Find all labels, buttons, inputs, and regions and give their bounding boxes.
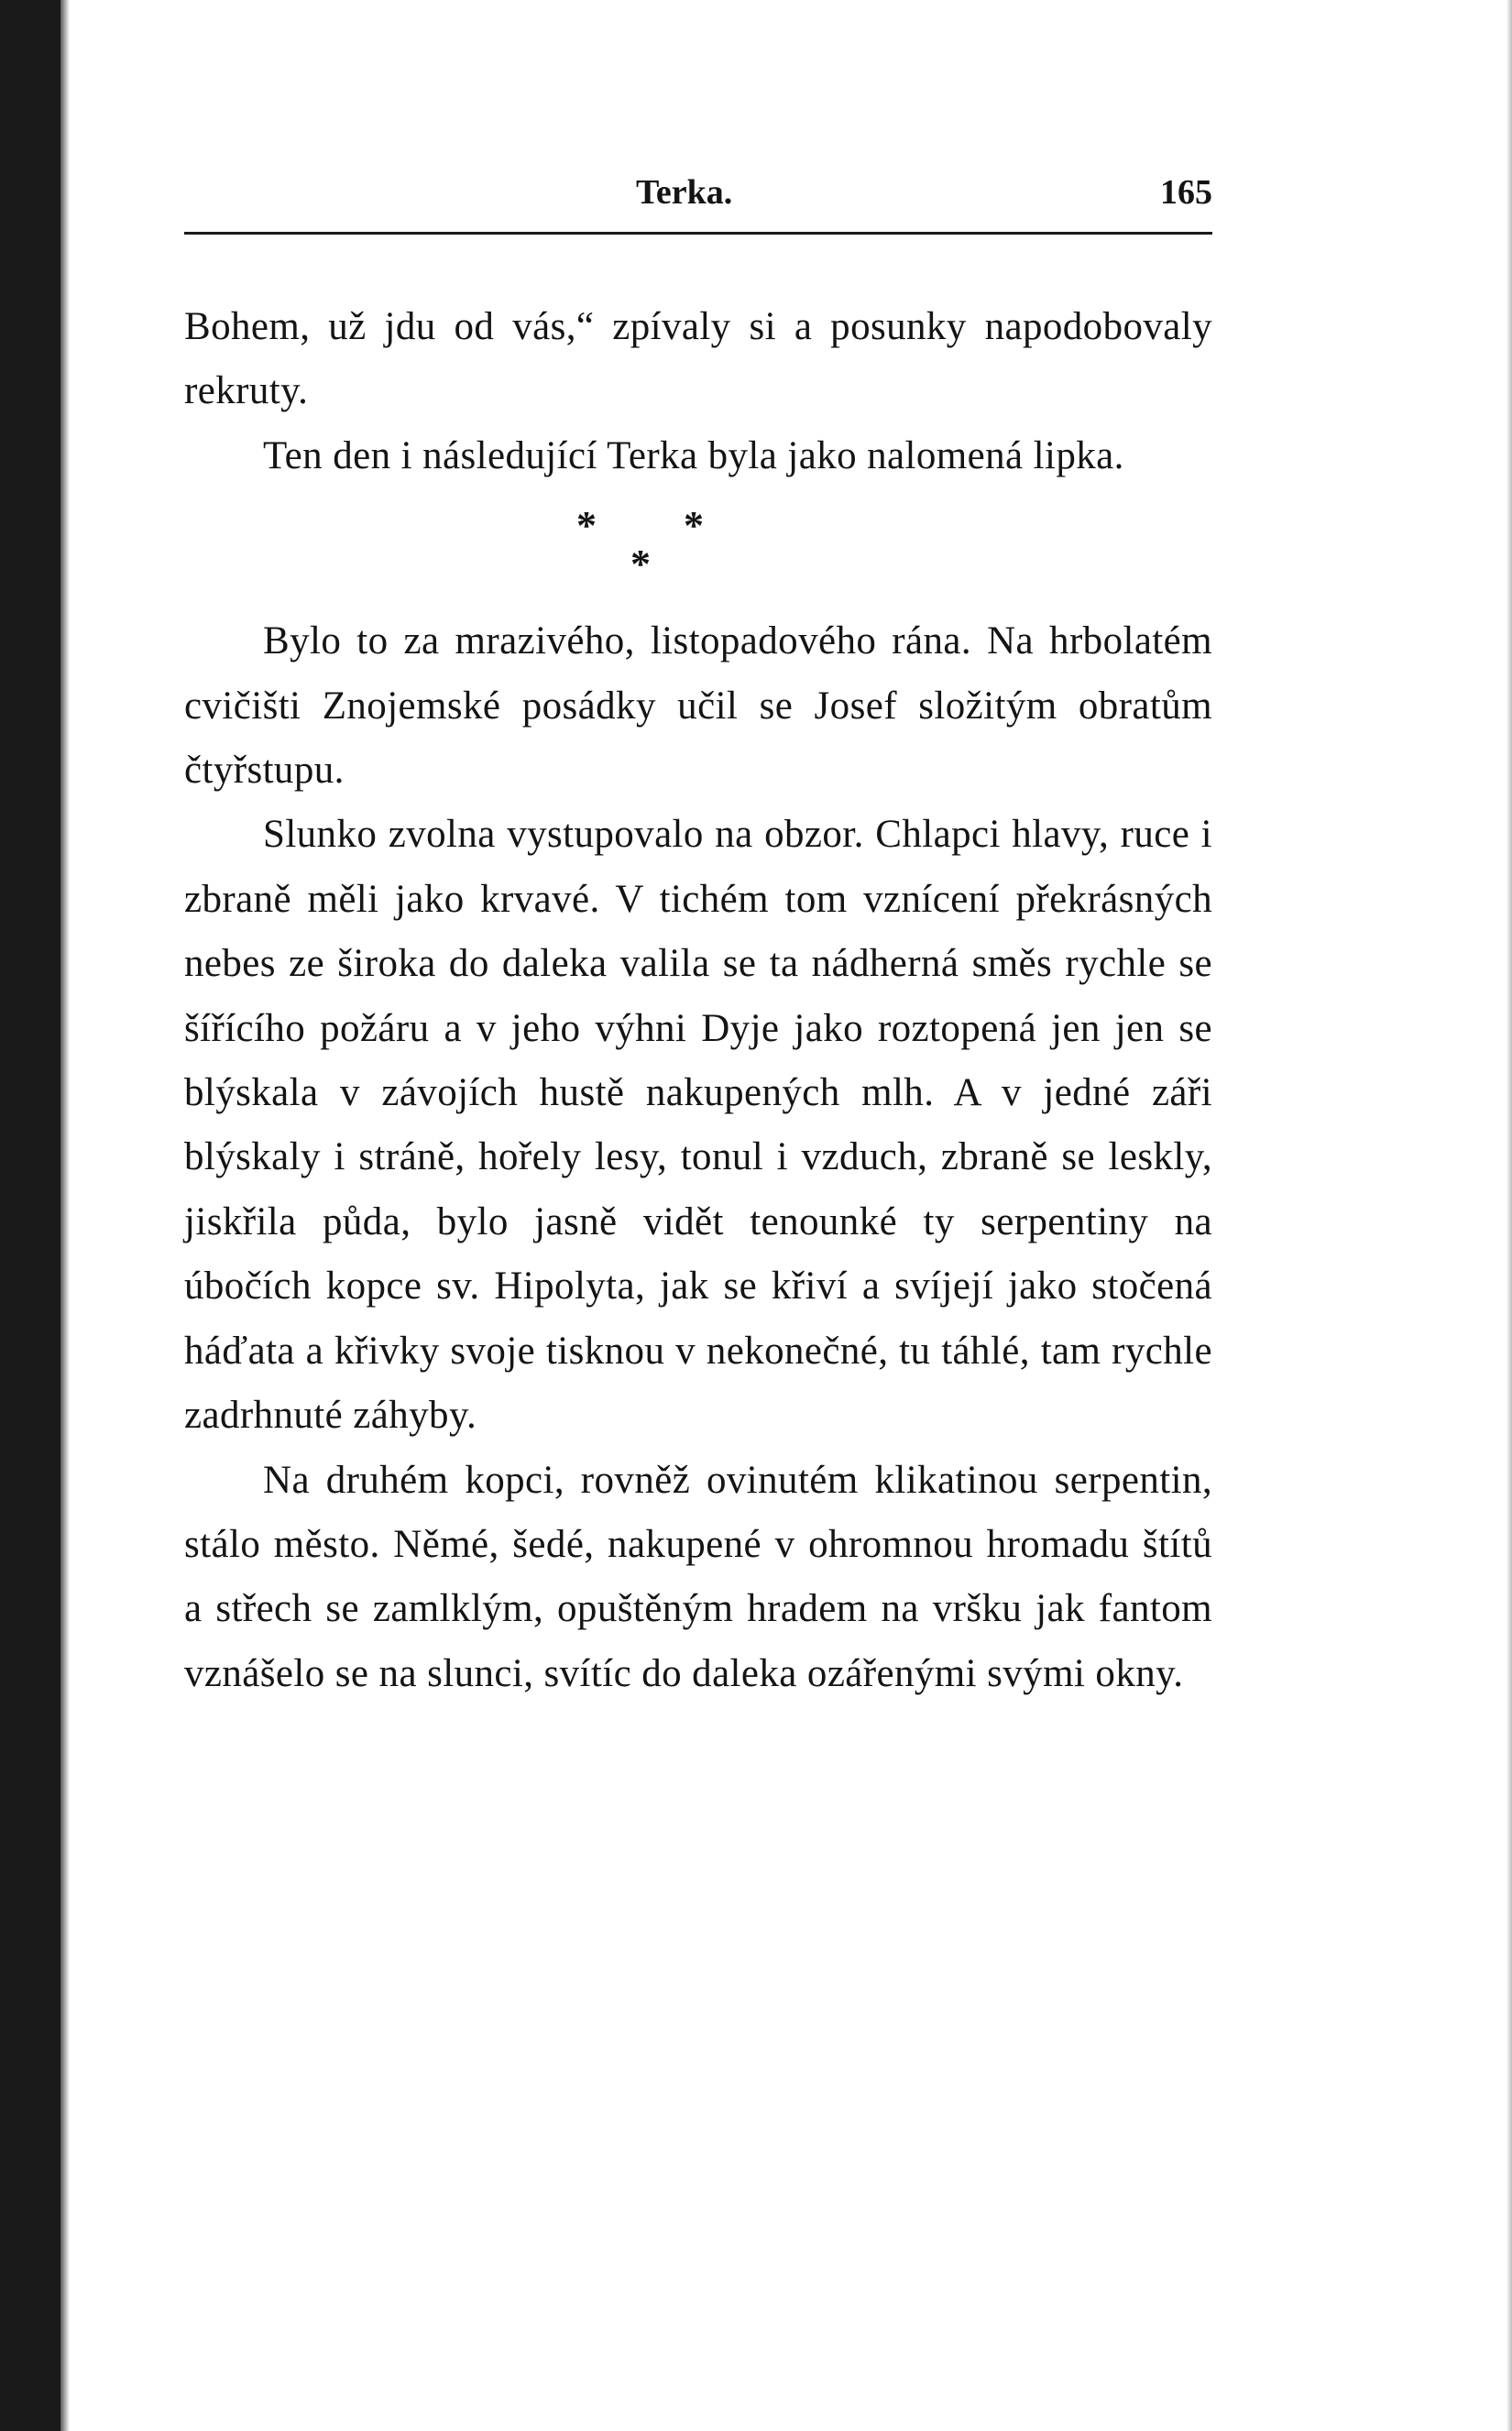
paragraph-5: Na druhém kopci, rovněž ovinutém klikatinou serpentin, stálo město. Němé, šedé, nakupené v ohromnou hromadu štítů a střech se zamlklým, opuštěným hradem na vršku jak fantom vznášelo se na slunci, svítíc do daleka ozářenými svými okny. (184, 1458, 1212, 1695)
paragraph-2: Ten den i následující Terka byla jako nalomená lipka. (263, 433, 1124, 477)
paragraph-1: Bohem, už jdu od vás,“ zpívaly si a posunky napodobovaly rekruty. (184, 305, 1212, 413)
paragraph-4: Slunko zvolna vystupovalo na obzor. Chlapci hlavy, ruce i zbraně měli jako krvavé. V tichém tom vznícení překrásných nebes ze široka do daleka valila se ta nádherná směs rychle se šířícího požáru a v jeho výhni Dyje jako roztopená jen jen se blýskala v závojích hustě nakupených mlh. A v jedné záři blýskaly i stráně, hořely lesy, tonul i vzduch, zbraně se leskly, jiskřila půda, bylo jasně vidět tenounké ty serpentiny na úbočích kopce sv. Hipolyta, jak se křiví a svíjejí jako stočená háďata a křivky svoje tisknou v nekonečné, tu táhlé, tam rychle zadrhnuté záhyby. (184, 813, 1212, 1438)
asterisk-center: * (630, 542, 652, 587)
section-separator (184, 488, 1212, 609)
page-body (184, 295, 1212, 1706)
page-number: 165 (1160, 173, 1212, 212)
asterisk-right: * (684, 503, 705, 549)
scan-edge-right (1507, 0, 1512, 2431)
header-rule (184, 232, 1212, 235)
scan-edge-left (0, 0, 60, 2431)
running-title: Terka. (636, 173, 733, 212)
scan-edge-shadow (60, 0, 70, 2431)
page-header (184, 165, 1212, 220)
asterisk-left: * (576, 503, 597, 549)
book-page (184, 0, 1212, 2431)
paragraph-3: Bylo to za mrazivého, listopadového rána. Na hrbolatém cvičišti Znojemské posádky učil se Josef složitým obratům čtyřstupu. (184, 619, 1212, 793)
